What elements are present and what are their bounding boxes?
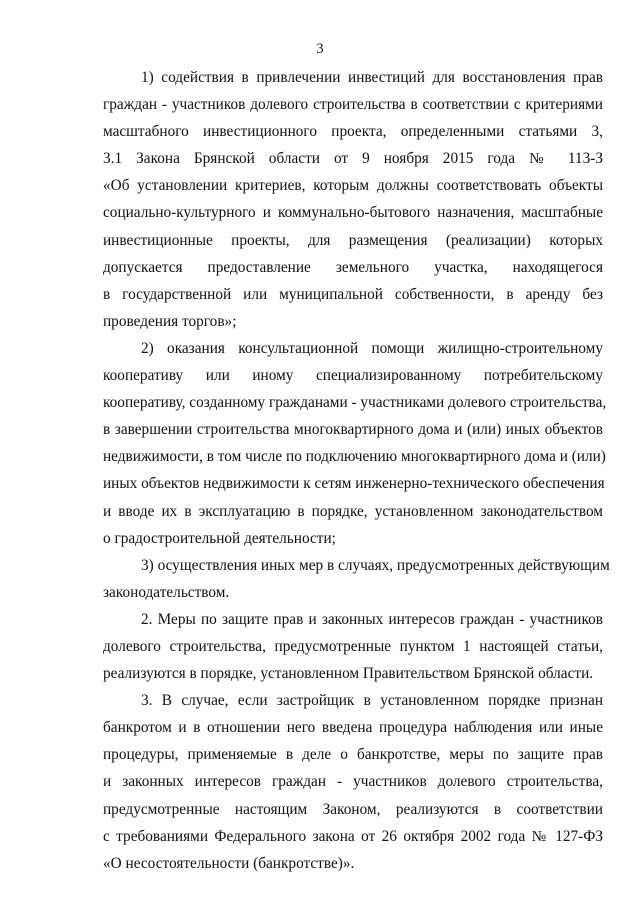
text-line: «О несостоятельности (банкротстве)».: [103, 854, 355, 872]
text-line: иных объектов недвижимости к сетям инженерно-технического обеспечения: [103, 475, 605, 493]
text-line: масштабного инвестиционного проекта, определенными статьями 3,: [103, 123, 603, 141]
text-line: 1) содействия в привлечении инвестиций для восстановления прав: [141, 69, 603, 86]
paragraph-bankruptcy-case: [103, 687, 603, 877]
text-line: проведения торгов»;: [103, 312, 237, 330]
text-line: с требованиями Федерального закона от 26 октября 2002 года № 127-ФЗ: [103, 827, 603, 845]
text-line: недвижимости, в том числе по подключению многоквартирного дома и (или): [103, 448, 606, 466]
text-line: о градостроительной деятельности;: [103, 529, 336, 547]
text-line: в завершении строительства многоквартирного дома и (или) иных объектов: [103, 421, 603, 439]
text-line: реализуются в порядке, установленном Правительством Брянской области.: [103, 665, 594, 683]
text-line: в государственной или муниципальной собственности, в аренду без: [103, 285, 603, 303]
text-line: 3) осуществления иных мер в случаях, предусмотренных действующим: [141, 556, 610, 574]
text-line: предусмотренные настоящим Законом, реализуются в соответствии: [103, 800, 603, 818]
page-number: 3: [316, 41, 324, 57]
text-line: 3. В случае, если застройщик в установленном порядке признан: [141, 692, 603, 710]
text-line: «Об установлении критериев, которым должны соответствовать объекты: [103, 177, 603, 195]
text-line: кооперативу или иному специализированному потребительскому: [103, 367, 603, 385]
text-line: граждан - участников долевого строительства в соответствии с критериями: [103, 96, 603, 114]
document-body: [103, 64, 610, 877]
text-line: 3.1 Закона Брянской области от 9 ноября 2015 года № 113-З: [103, 150, 603, 168]
paragraph-consulting-assistance: [103, 335, 607, 552]
paragraph-implementation-order: [103, 606, 603, 687]
paragraph-investment-assistance: [103, 64, 603, 335]
text-line: кооперативу, созданному гражданами - участниками долевого строительства,: [103, 394, 607, 412]
text-line: долевого строительства, предусмотренные пунктом 1 настоящей статьи,: [103, 637, 603, 655]
text-line: и вводе их в эксплуатацию в порядке, установленном законодательством: [103, 502, 603, 520]
text-line: и законных интересов граждан - участников долевого строительства,: [103, 773, 603, 791]
text-line: социально-культурного и коммунально-бытового назначения, масштабные: [103, 204, 603, 222]
text-line: допускается предоставление земельного участка, находящегося: [103, 258, 603, 276]
text-line: 2) оказания консультационной помощи жилищно-строительному: [141, 339, 603, 357]
text-line: банкротом и в отношении него введена процедура наблюдения или иные: [103, 719, 603, 737]
text-line: инвестиционные проекты, для размещения (реализации) которых: [103, 231, 603, 249]
text-line: процедуры, применяемые в деле о банкротстве, меры по защите прав: [103, 746, 603, 764]
paragraph-other-measures: [103, 552, 610, 606]
text-line: законодательством.: [103, 583, 230, 601]
text-line: 2. Меры по защите прав и законных интересов граждан - участников: [141, 610, 603, 628]
